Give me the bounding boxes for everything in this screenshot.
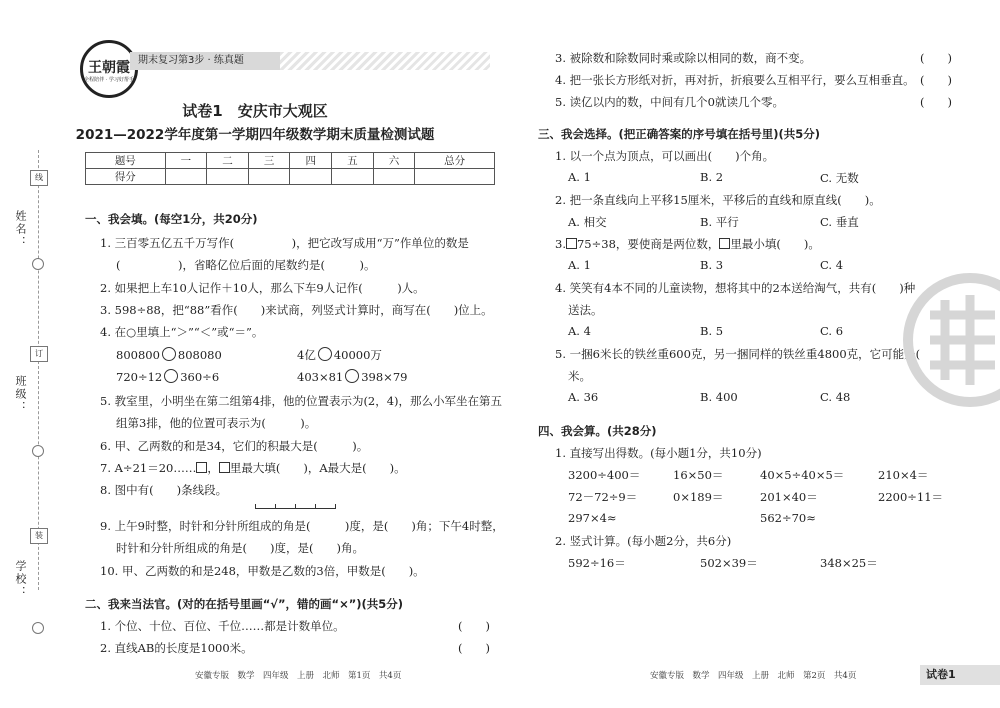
calc-item: 348×25＝ (820, 556, 878, 570)
q3-part3: 里最小填( )。 (730, 237, 820, 251)
segment-point (295, 504, 296, 509)
compare-circle[interactable] (318, 347, 332, 361)
binding-hole-1 (32, 258, 44, 270)
sec1-q2: 2. 如果把上车10人记作＋10人，那么下车9人记作( )人。 (100, 281, 425, 295)
binding-box-3: 装 (30, 528, 48, 544)
calc-item: 72－72÷9＝ (568, 490, 638, 504)
compare-item-3 (116, 369, 219, 384)
option: B. 平行 (700, 215, 739, 229)
sec1-q1-line2: ( )，省略亿位后面的尾数约是( )。 (116, 258, 376, 272)
compare-item-2 (297, 347, 382, 363)
sec2-q4: 4. 把一张长方形纸对折，再对折，折痕要么互相平行，要么互相垂直。 (555, 73, 915, 87)
score-header-cell: 四 (290, 153, 332, 169)
option: C. 垂直 (820, 215, 859, 229)
calc-item: 201×40＝ (760, 490, 818, 504)
score-header-cell: 六 (373, 153, 415, 169)
sec3-q4-line2: 送法。 (568, 303, 603, 317)
section2-title: 二、我来当法官。(对的在括号里画“√”，错的画“×”)(共5分) (85, 597, 404, 611)
compare-left: 4亿 (297, 348, 316, 362)
sec1-q5-line2: 组第3排，他的位置可表示为( )。 (116, 416, 317, 430)
score-row-label: 得分 (86, 169, 166, 185)
exam-title: 试卷1 安庆市大观区 (182, 102, 328, 120)
sec3-q4-line1: 4. 笑笑有4本不同的儿童读物，想将其中的2本送给淘气，共有( )种 (555, 281, 916, 295)
compare-item-4 (297, 369, 407, 384)
sec2-q5: 5. 读亿以内的数，中间有几个0就读几个零。 (555, 95, 784, 109)
calc-item: 210×4＝ (878, 468, 929, 482)
compare-right: 808080 (177, 348, 222, 362)
answer-paren[interactable]: ( ) (458, 619, 490, 633)
sec3-q3 (555, 236, 820, 252)
sec2-q3: 3. 被除数和除数同时乘或除以相同的数，商不变。 (555, 51, 812, 65)
sec1-q9-line1: 9. 上午9时整，时针和分针所组成的角是( )度，是( )角；下午4时整， (100, 519, 504, 533)
sec1-q4: 4. 在○里填上“＞”“＜”或“＝”。 (100, 325, 264, 339)
header-banner: 期末复习第3步 · 练真题 (130, 52, 288, 70)
option: A. 1 (568, 258, 591, 272)
answer-paren[interactable]: ( ) (920, 51, 952, 65)
segment-point (315, 504, 316, 509)
calc-item: 2200÷11＝ (878, 490, 944, 504)
logo-text: 王朝霞 (88, 60, 130, 76)
blank-square (219, 462, 230, 473)
sec4-q2: 2. 竖式计算。(每小题2分，共6分) (555, 534, 732, 548)
option: C. 6 (820, 324, 844, 338)
score-header-cell: 三 (248, 153, 290, 169)
segment-point (255, 504, 256, 509)
stamp-watermark-icon (900, 270, 1000, 410)
calc-item: 0×189＝ (673, 490, 724, 504)
calc-item: 297×4≈ (568, 511, 617, 525)
segment-point (335, 504, 336, 509)
blank-square (196, 462, 207, 473)
sec1-q7 (100, 460, 406, 476)
compare-left: 720÷12 (116, 370, 163, 384)
calc-item: 3200÷400＝ (568, 468, 641, 482)
option: B. 400 (700, 390, 738, 404)
header-stripes (280, 52, 490, 70)
q7-part2: ， (207, 461, 219, 475)
compare-left: 800800 (116, 348, 160, 362)
compare-circle[interactable] (162, 347, 176, 361)
compare-item-1 (116, 347, 222, 362)
sec2-q1: 1. 个位、十位、百位、千位……都是计数单位。 (100, 619, 345, 633)
answer-paren[interactable]: ( ) (920, 95, 952, 109)
binding-box-2: 订 (30, 346, 48, 362)
sec1-q5-line1: 5. 教室里，小明坐在第二组第4排，他的位置表示为(2，4)，那么小军坐在第五 (100, 394, 503, 408)
paper-tab-label: 试卷1 (920, 665, 1000, 685)
name-label: 姓名： (14, 210, 27, 249)
compare-right: 398×79 (361, 370, 408, 384)
section1-title: 一、我会填。(每空1分，共20分) (85, 212, 258, 226)
sec3-q5-line1: 5. 一捆6米长的铁丝重600克，另一捆同样的铁丝重4800克，它可能是( ) (555, 347, 948, 361)
sec2-q2: 2. 直线AB的长度是1000米。 (100, 641, 253, 655)
sec4-q1: 1. 直接写出得数。(每小题1分，共10分) (555, 446, 762, 460)
score-header-cell: 题号 (86, 153, 166, 169)
answer-paren[interactable]: ( ) (458, 641, 490, 655)
sec1-q10: 10. 甲、乙两数的和是248，甲数是乙数的3倍，甲数是( )。 (100, 564, 425, 578)
score-cell[interactable] (165, 169, 207, 185)
score-header-cell: 总分 (415, 153, 495, 169)
score-table (85, 152, 495, 185)
score-cell[interactable] (415, 169, 495, 185)
q7-part1: 7. A÷21＝20…… (100, 461, 197, 475)
q7-part3: 里最大填( )，A最大是( )。 (229, 461, 406, 475)
footer-right: 安徽专版 数学 四年级 上册 北师 第2页 共4页 (650, 671, 857, 681)
section3-title: 三、我会选择。(把正确答案的序号填在括号里)(共5分) (538, 127, 821, 141)
binding-box-1: 线 (30, 170, 48, 186)
binding-hole-2 (32, 445, 44, 457)
score-cell[interactable] (373, 169, 415, 185)
score-header-cell: 二 (207, 153, 249, 169)
option: A. 相交 (568, 215, 607, 229)
binding-hole-3 (32, 622, 44, 634)
score-cell[interactable] (248, 169, 290, 185)
blank-square (719, 238, 730, 249)
option: B. 5 (700, 324, 724, 338)
option: A. 1 (568, 170, 591, 184)
score-cell[interactable] (207, 169, 249, 185)
footer-left: 安徽专版 数学 四年级 上册 北师 第1页 共4页 (195, 671, 402, 681)
class-label: 班级： (14, 375, 27, 414)
compare-circle[interactable] (345, 369, 359, 383)
compare-right: 40000万 (333, 348, 382, 362)
school-label: 学校： (14, 560, 27, 599)
logo-subtext: 全程陪伴 · 学习好帮手 (84, 77, 134, 83)
answer-paren[interactable]: ( ) (920, 73, 952, 87)
sec3-q2: 2. 把一条直线向上平移15厘米，平移后的直线和原直线( )。 (555, 193, 881, 207)
sec1-q3: 3. 598÷88，把“88”看作( )来试商，列竖式计算时，商写在( )位上。 (100, 303, 493, 317)
sec3-q1: 1. 以一个点为顶点，可以画出( )个角。 (555, 149, 775, 163)
option: C. 48 (820, 390, 851, 404)
calc-item: 16×50＝ (673, 468, 724, 482)
sec1-q1-line1: 1. 三百零五亿五千万写作( )，把它改写成用“万”作单位的数是 (100, 236, 469, 250)
score-table-header-row (86, 153, 495, 169)
score-header-cell: 一 (165, 153, 207, 169)
sec1-q9-line2: 时针和分针所组成的角是( )度，是( )角。 (116, 541, 364, 555)
right-page (510, 0, 1000, 708)
score-header-cell: 五 (332, 153, 374, 169)
option: A. 36 (568, 390, 599, 404)
option: C. 无数 (820, 171, 859, 185)
calc-item: 562÷70≈ (760, 511, 816, 525)
compare-right: 360÷6 (180, 370, 220, 384)
calc-item: 502×39＝ (700, 556, 758, 570)
compare-left: 403×81 (297, 370, 344, 384)
sec1-q6: 6. 甲、乙两数的和是34，它们的积最大是( )。 (100, 439, 369, 453)
blank-square (566, 238, 577, 249)
option: B. 3 (700, 258, 724, 272)
calc-item: 592÷16＝ (568, 556, 626, 570)
exam-subtitle: 2021—2022学年度第一学期四年级数学期末质量检测试题 (75, 127, 435, 143)
sec3-q5-line2: 米。 (568, 369, 591, 383)
compare-circle[interactable] (164, 369, 178, 383)
calc-item: 40×5÷40×5＝ (760, 468, 845, 482)
q3-part1: 3. (555, 237, 566, 251)
section4-title: 四、我会算。(共28分) (538, 424, 657, 438)
score-cell[interactable] (290, 169, 332, 185)
binding-line (38, 150, 39, 590)
option: B. 2 (700, 170, 724, 184)
score-table-score-row (86, 169, 495, 185)
option: A. 4 (568, 324, 591, 338)
sec1-q8: 8. 图中有( )条线段。 (100, 483, 228, 497)
q3-part2: 75÷38，要使商是两位数， (576, 237, 720, 251)
segment-point (275, 504, 276, 509)
score-cell[interactable] (332, 169, 374, 185)
option: C. 4 (820, 258, 844, 272)
